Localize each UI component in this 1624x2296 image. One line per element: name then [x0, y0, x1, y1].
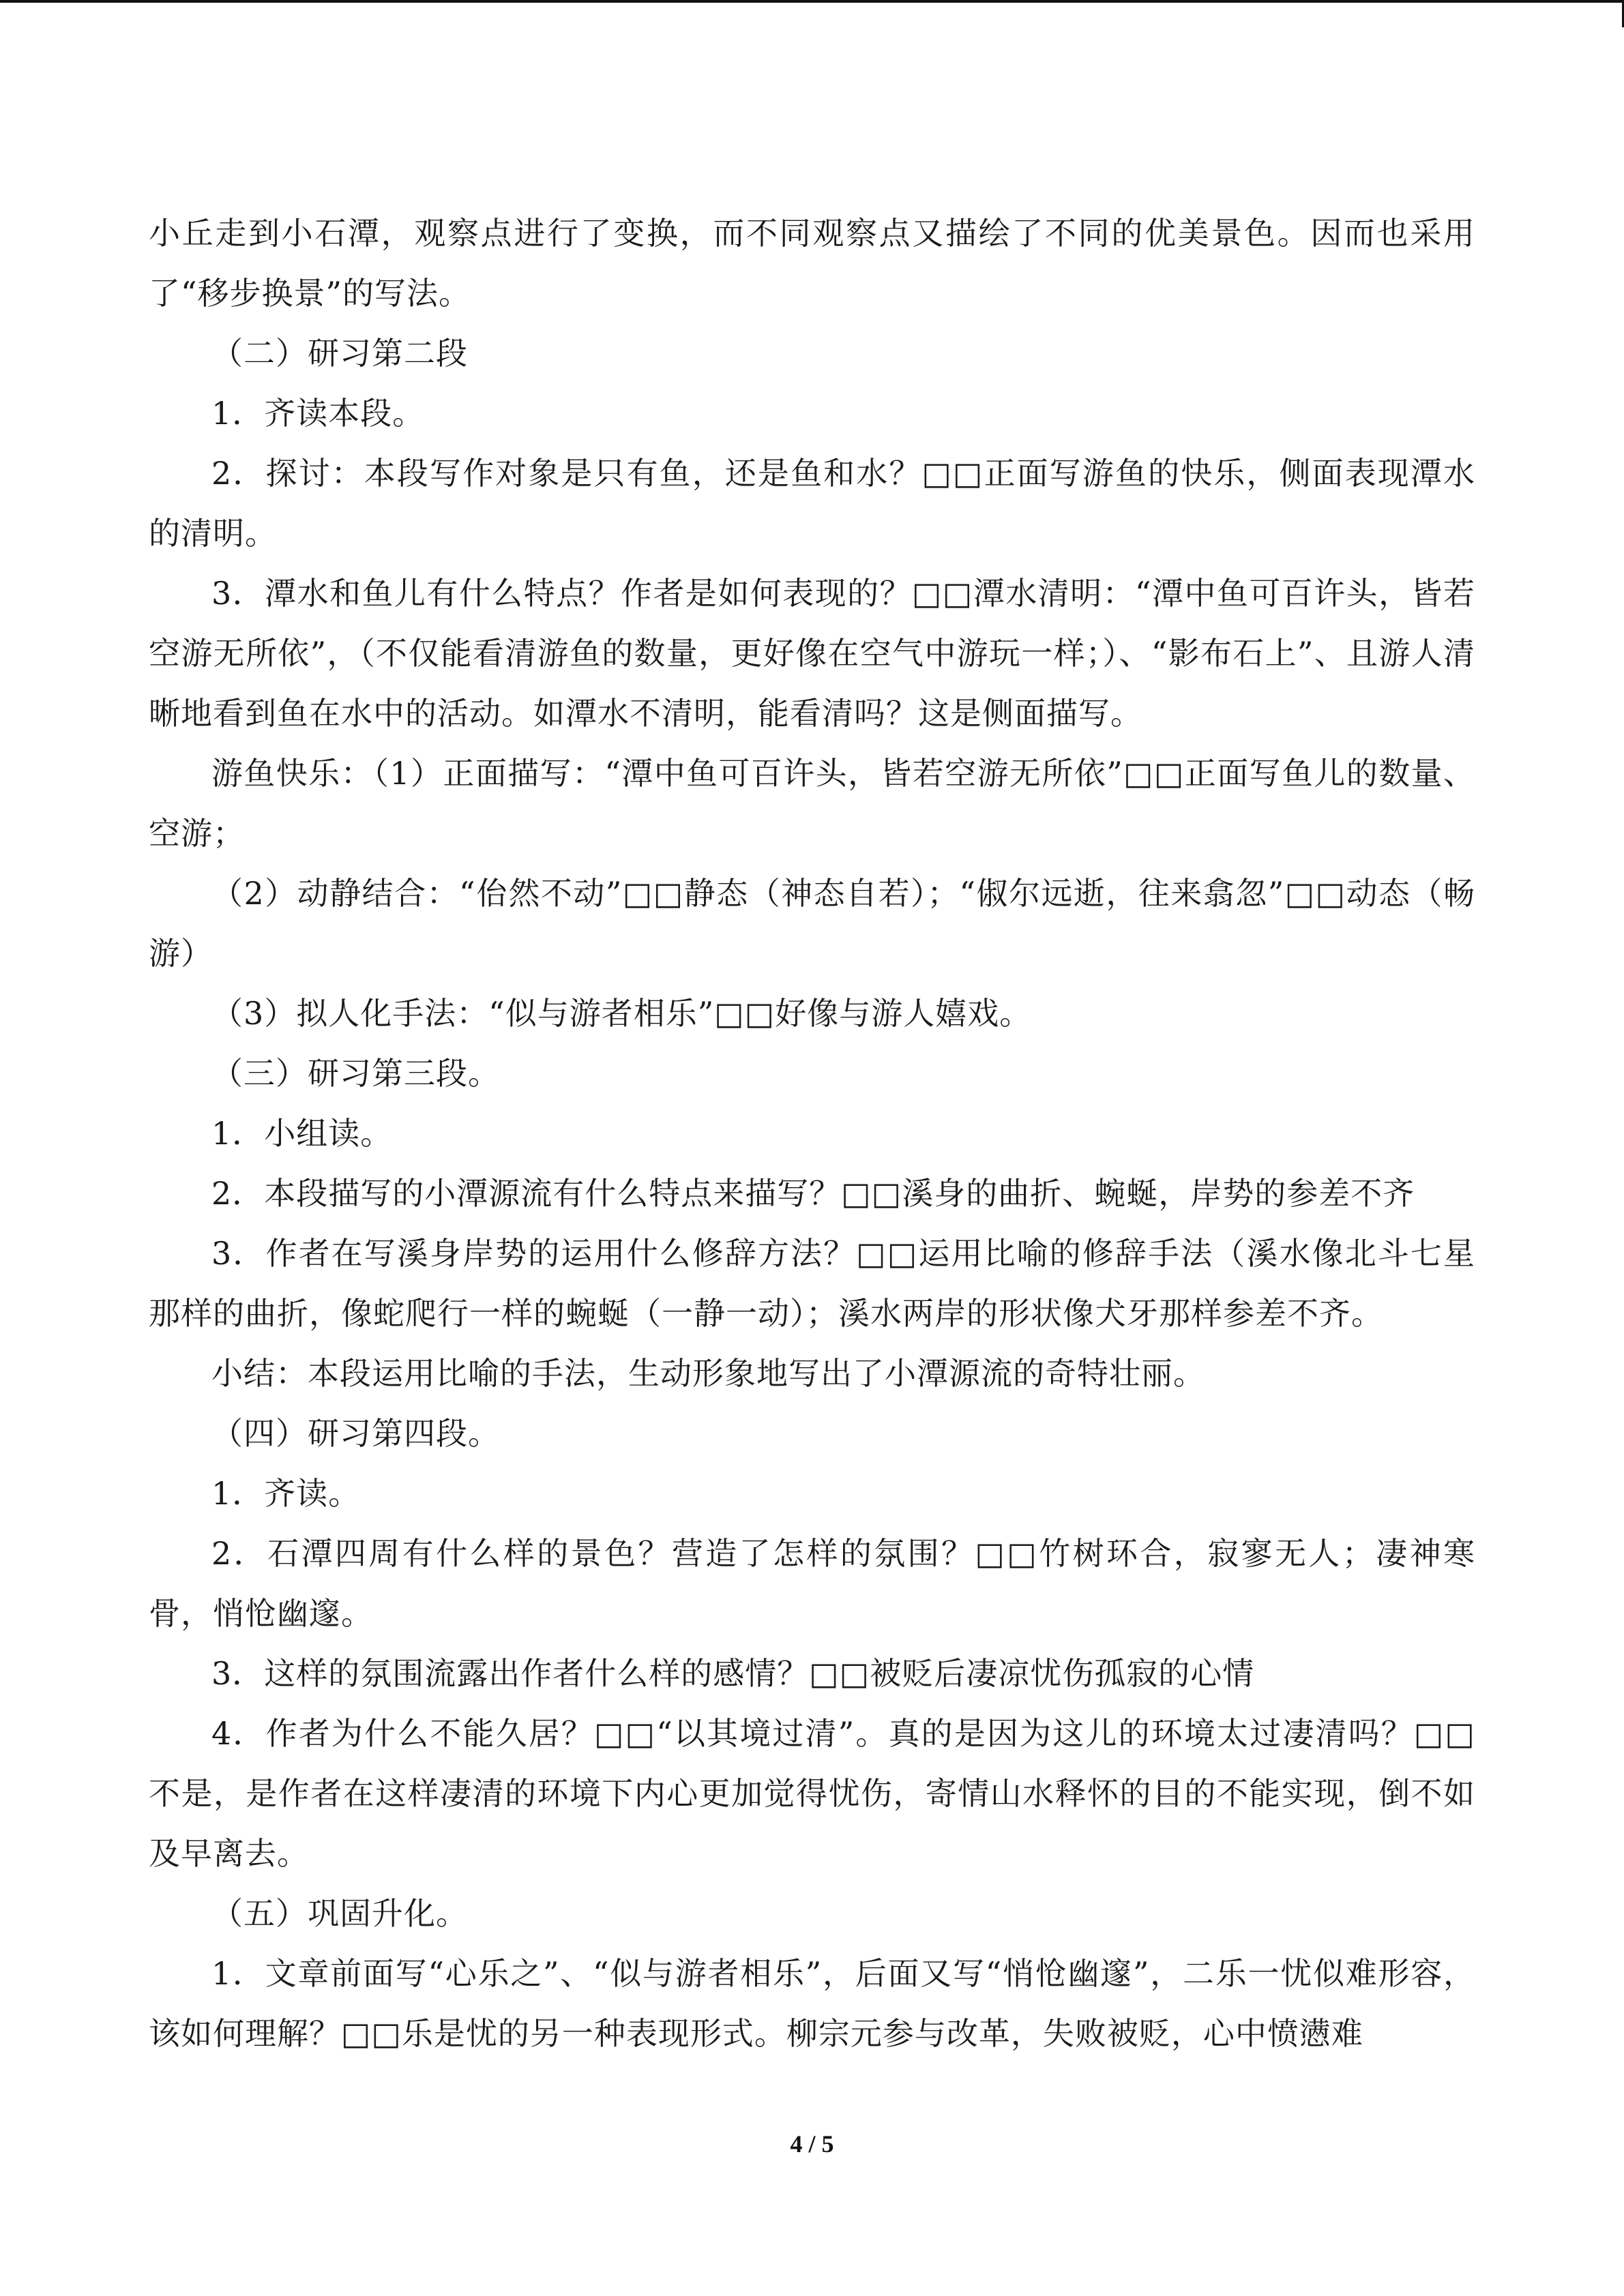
paragraph-2-2: 2．探讨：本段写作对象是只有鱼，还是鱼和水？□□正面写游鱼的快乐，侧面表现潭水的清明。 [149, 455, 1475, 552]
page-number: 4 / 5 [790, 2130, 834, 2158]
section-heading-2: （二）研习第二段 [211, 335, 468, 372]
paragraph-3-3: 3．作者在写溪身岸势的运用什么修辞方法？□□运用比喻的修辞手法（溪水像北斗七星那样的曲折，像蛇爬行一样的蜿蜒（一静一动）；溪水两岸的形状像犬牙那样参差不齐。 [149, 1235, 1475, 1332]
paragraph-2-1: 1．齐读本段。 [211, 395, 425, 432]
paragraph-fish-joy: 游鱼快乐：（1）正面描写：“潭中鱼可百许头，皆若空游无所依”□□正面写鱼儿的数量、空游； [149, 755, 1475, 852]
section-heading-4: （四）研习第四段。 [211, 1415, 500, 1452]
paragraph-1: 小丘走到小石潭，观察点进行了变换，而不同观察点又描绘了不同的优美景色。因而也采用了“移步换景”的写法。 [149, 215, 1475, 312]
paragraph-3-1: 1．小组读。 [211, 1115, 393, 1152]
paragraph-4-2: 2．石潭四周有什么样的景色？营造了怎样的氛围？□□竹树环合，寂寥无人；凄神寒骨，悄怆幽邃。 [149, 1535, 1475, 1632]
paragraph-motion-stillness: （2）动静结合：“佁然不动”□□静态（神态自若）；“俶尔远逝，往来翕忽”□□动态（畅游） [149, 875, 1475, 972]
top-border-line [0, 0, 1624, 3]
paragraph-personification: （3）拟人化手法：“似与游者相乐”□□好像与游人嬉戏。 [211, 995, 1032, 1032]
document-body [149, 203, 1475, 2063]
paragraph-summary-3: 小结：本段运用比喻的手法，生动形象地写出了小潭源流的奇特壮丽。 [211, 1355, 1205, 1392]
paragraph-4-4: 4．作者为什么不能久居？□□“以其境过清”。真的是因为这儿的环境太过凄清吗？□□不是，是作者在这样凄清的环境下内心更加觉得忧伤，寄情山水释怀的目的不能实现，倒不如及早离去。 [149, 1715, 1475, 1872]
section-heading-3: （三）研习第三段。 [211, 1055, 500, 1092]
paragraph-4-3: 3．这样的氛围流露出作者什么样的感情？□□被贬后凄凉忧伤孤寂的心情 [211, 1655, 1255, 1692]
paragraph-3-2: 2．本段描写的小潭源流有什么特点来描写？□□溪身的曲折、蜿蜒，岸势的参差不齐 [211, 1175, 1415, 1212]
paragraph-5-1: 1．文章前面写“心乐之”、“似与游者相乐”，后面又写“悄怆幽邃”，二乐一忧似难形容，该如何理解？□□乐是忧的另一种表现形式。柳宗元参与改革，失败被贬，心中愤懑难 [149, 1955, 1475, 2052]
paragraph-2-3: 3．潭水和鱼儿有什么特点？作者是如何表现的？□□潭水清明：“潭中鱼可百许头，皆若空游无所依”，（不仅能看清游鱼的数量，更好像在空气中游玩一样；）、“影布石上”、且游人清晰地看到鱼在水中的活动。如潭水不清明，能看清吗？这是侧面描写。 [149, 575, 1475, 732]
paragraph-4-1: 1．齐读。 [211, 1475, 361, 1512]
section-heading-5: （五）巩固升化。 [211, 1895, 468, 1932]
